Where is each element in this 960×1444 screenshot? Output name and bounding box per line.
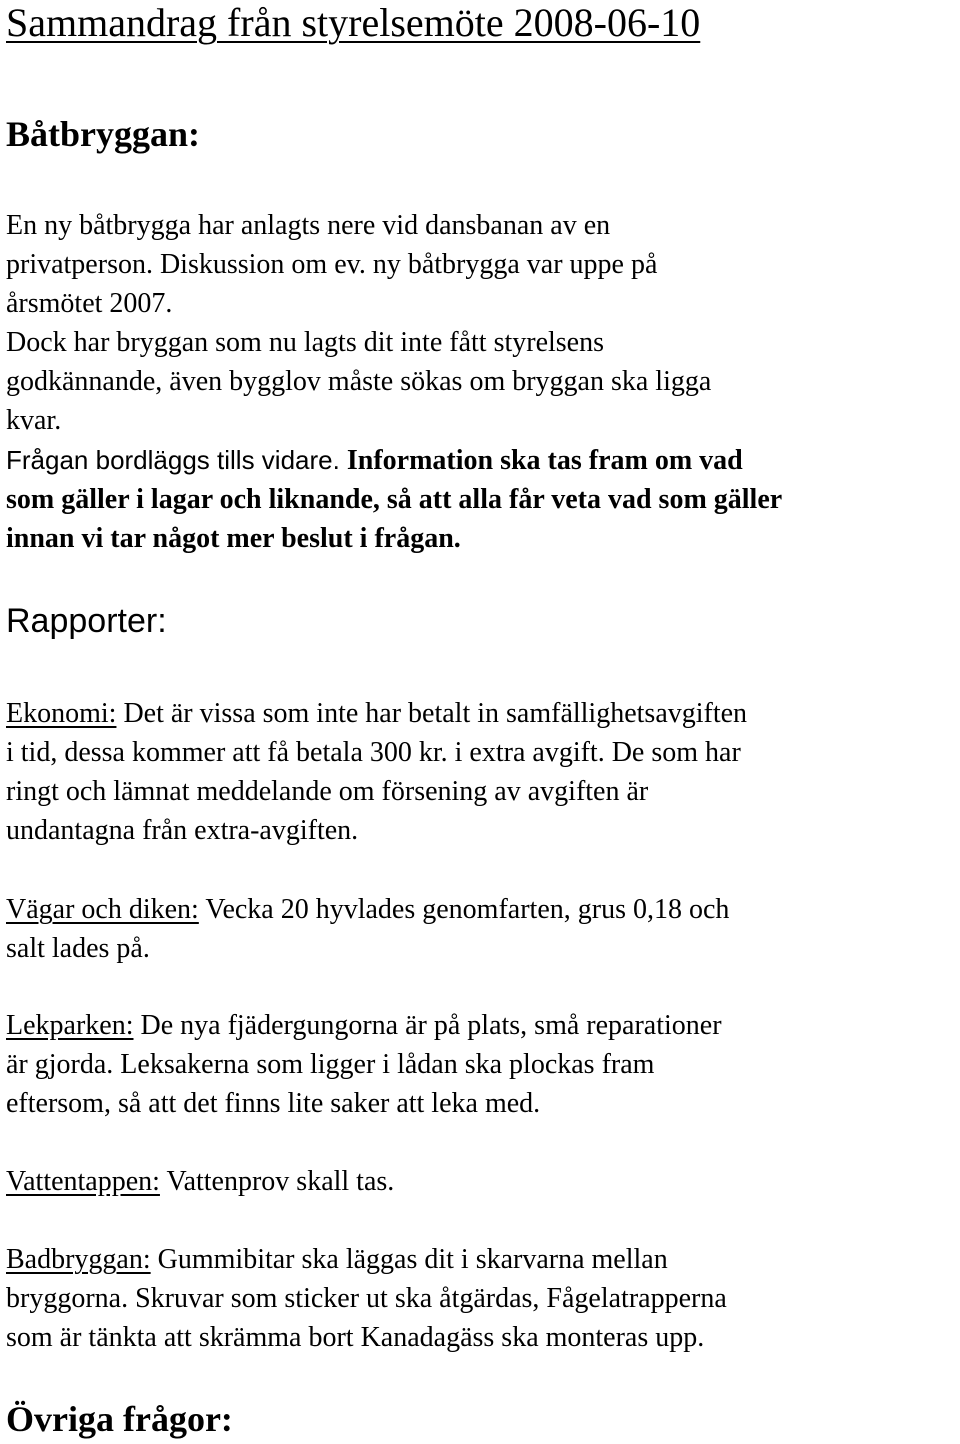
report-label-vagar: Vägar och diken: [6,894,199,925]
report-text: De nya fjädergungorna är på plats, små reparationer [133,1010,722,1041]
paragraph-line [6,441,782,480]
information-text: Information ska tas fram om vad [339,445,743,476]
paragraph-line: salt lades på. [6,933,150,964]
paragraph-line: Dock har bryggan som nu lagts dit inte fått styrelsens [6,327,604,358]
report-badbryggan [6,1240,727,1357]
paragraph-line: eftersom, så att det finns lite saker att leka med. [6,1088,541,1119]
paragraph-line [6,1240,727,1279]
paragraph-line: är gjorda. Leksakerna som ligger i lådan ska plockas fram [6,1049,655,1080]
report-vagar [6,890,729,968]
paragraph-line [6,694,747,733]
paragraph-line: undantagna från extra-avgiften. [6,815,359,846]
report-text: Vecka 20 hyvlades genomfarten, grus 0,18 och [198,894,730,925]
paragraph-line [6,1006,722,1045]
report-label-badbryggan: Badbryggan: [6,1244,151,1275]
paragraph-line: En ny båtbrygga har anlagts nere vid dansbanan av en [6,210,611,241]
document-title: Sammandrag från styrelsemöte 2008-06-10 [6,0,701,45]
paragraph-line [6,1162,394,1201]
report-vattentappen [6,1162,394,1201]
paragraph-line [6,890,729,929]
section-heading-rapporter: Rapporter: [6,602,167,640]
report-text: Det är vissa som inte har betalt in samfällighetsavgiften [116,698,748,729]
report-text: Vattenprov skall tas. [159,1166,395,1197]
report-label-lekparken: Lekparken: [6,1010,134,1041]
decision-text: Frågan bordläggs tills vidare. [6,445,340,475]
paragraph-batbryggan [6,206,711,440]
paragraph-line: innan vi tar något mer beslut i frågan. [6,523,461,554]
paragraph-line: som gäller i lagar och liknande, så att alla får veta vad som gäller [6,484,783,515]
report-lekparken [6,1006,722,1123]
paragraph-line: bryggorna. Skruvar som sticker ut ska åtgärdas, Fågelatrapperna [6,1283,727,1314]
paragraph-line: i tid, dessa kommer att få betala 300 kr. i extra avgift. De som har [6,737,741,768]
paragraph-line: som är tänkta att skrämma bort Kanadagäss ska monteras upp. [6,1322,705,1353]
section-heading-batbryggan: Båtbryggan: [6,114,201,154]
paragraph-line: privatperson. Diskussion om ev. ny båtbrygga var uppe på [6,249,658,280]
paragraph-batbryggan-decision [6,441,782,558]
section-heading-ovriga: Övriga frågor: [6,1399,233,1439]
paragraph-line: årsmötet 2007. [6,288,173,319]
report-label-vattentappen: Vattentappen: [6,1166,160,1197]
paragraph-line: ringt och lämnat meddelande om försening av avgiften är [6,776,649,807]
report-text: Gummibitar ska läggas dit i skarvarna mellan [150,1244,668,1275]
paragraph-line: godkännande, även bygglov måste sökas om bryggan ska ligga [6,366,712,397]
report-ekonomi [6,694,747,850]
paragraph-line: kvar. [6,405,62,436]
report-label-ekonomi: Ekonomi: [6,698,117,729]
